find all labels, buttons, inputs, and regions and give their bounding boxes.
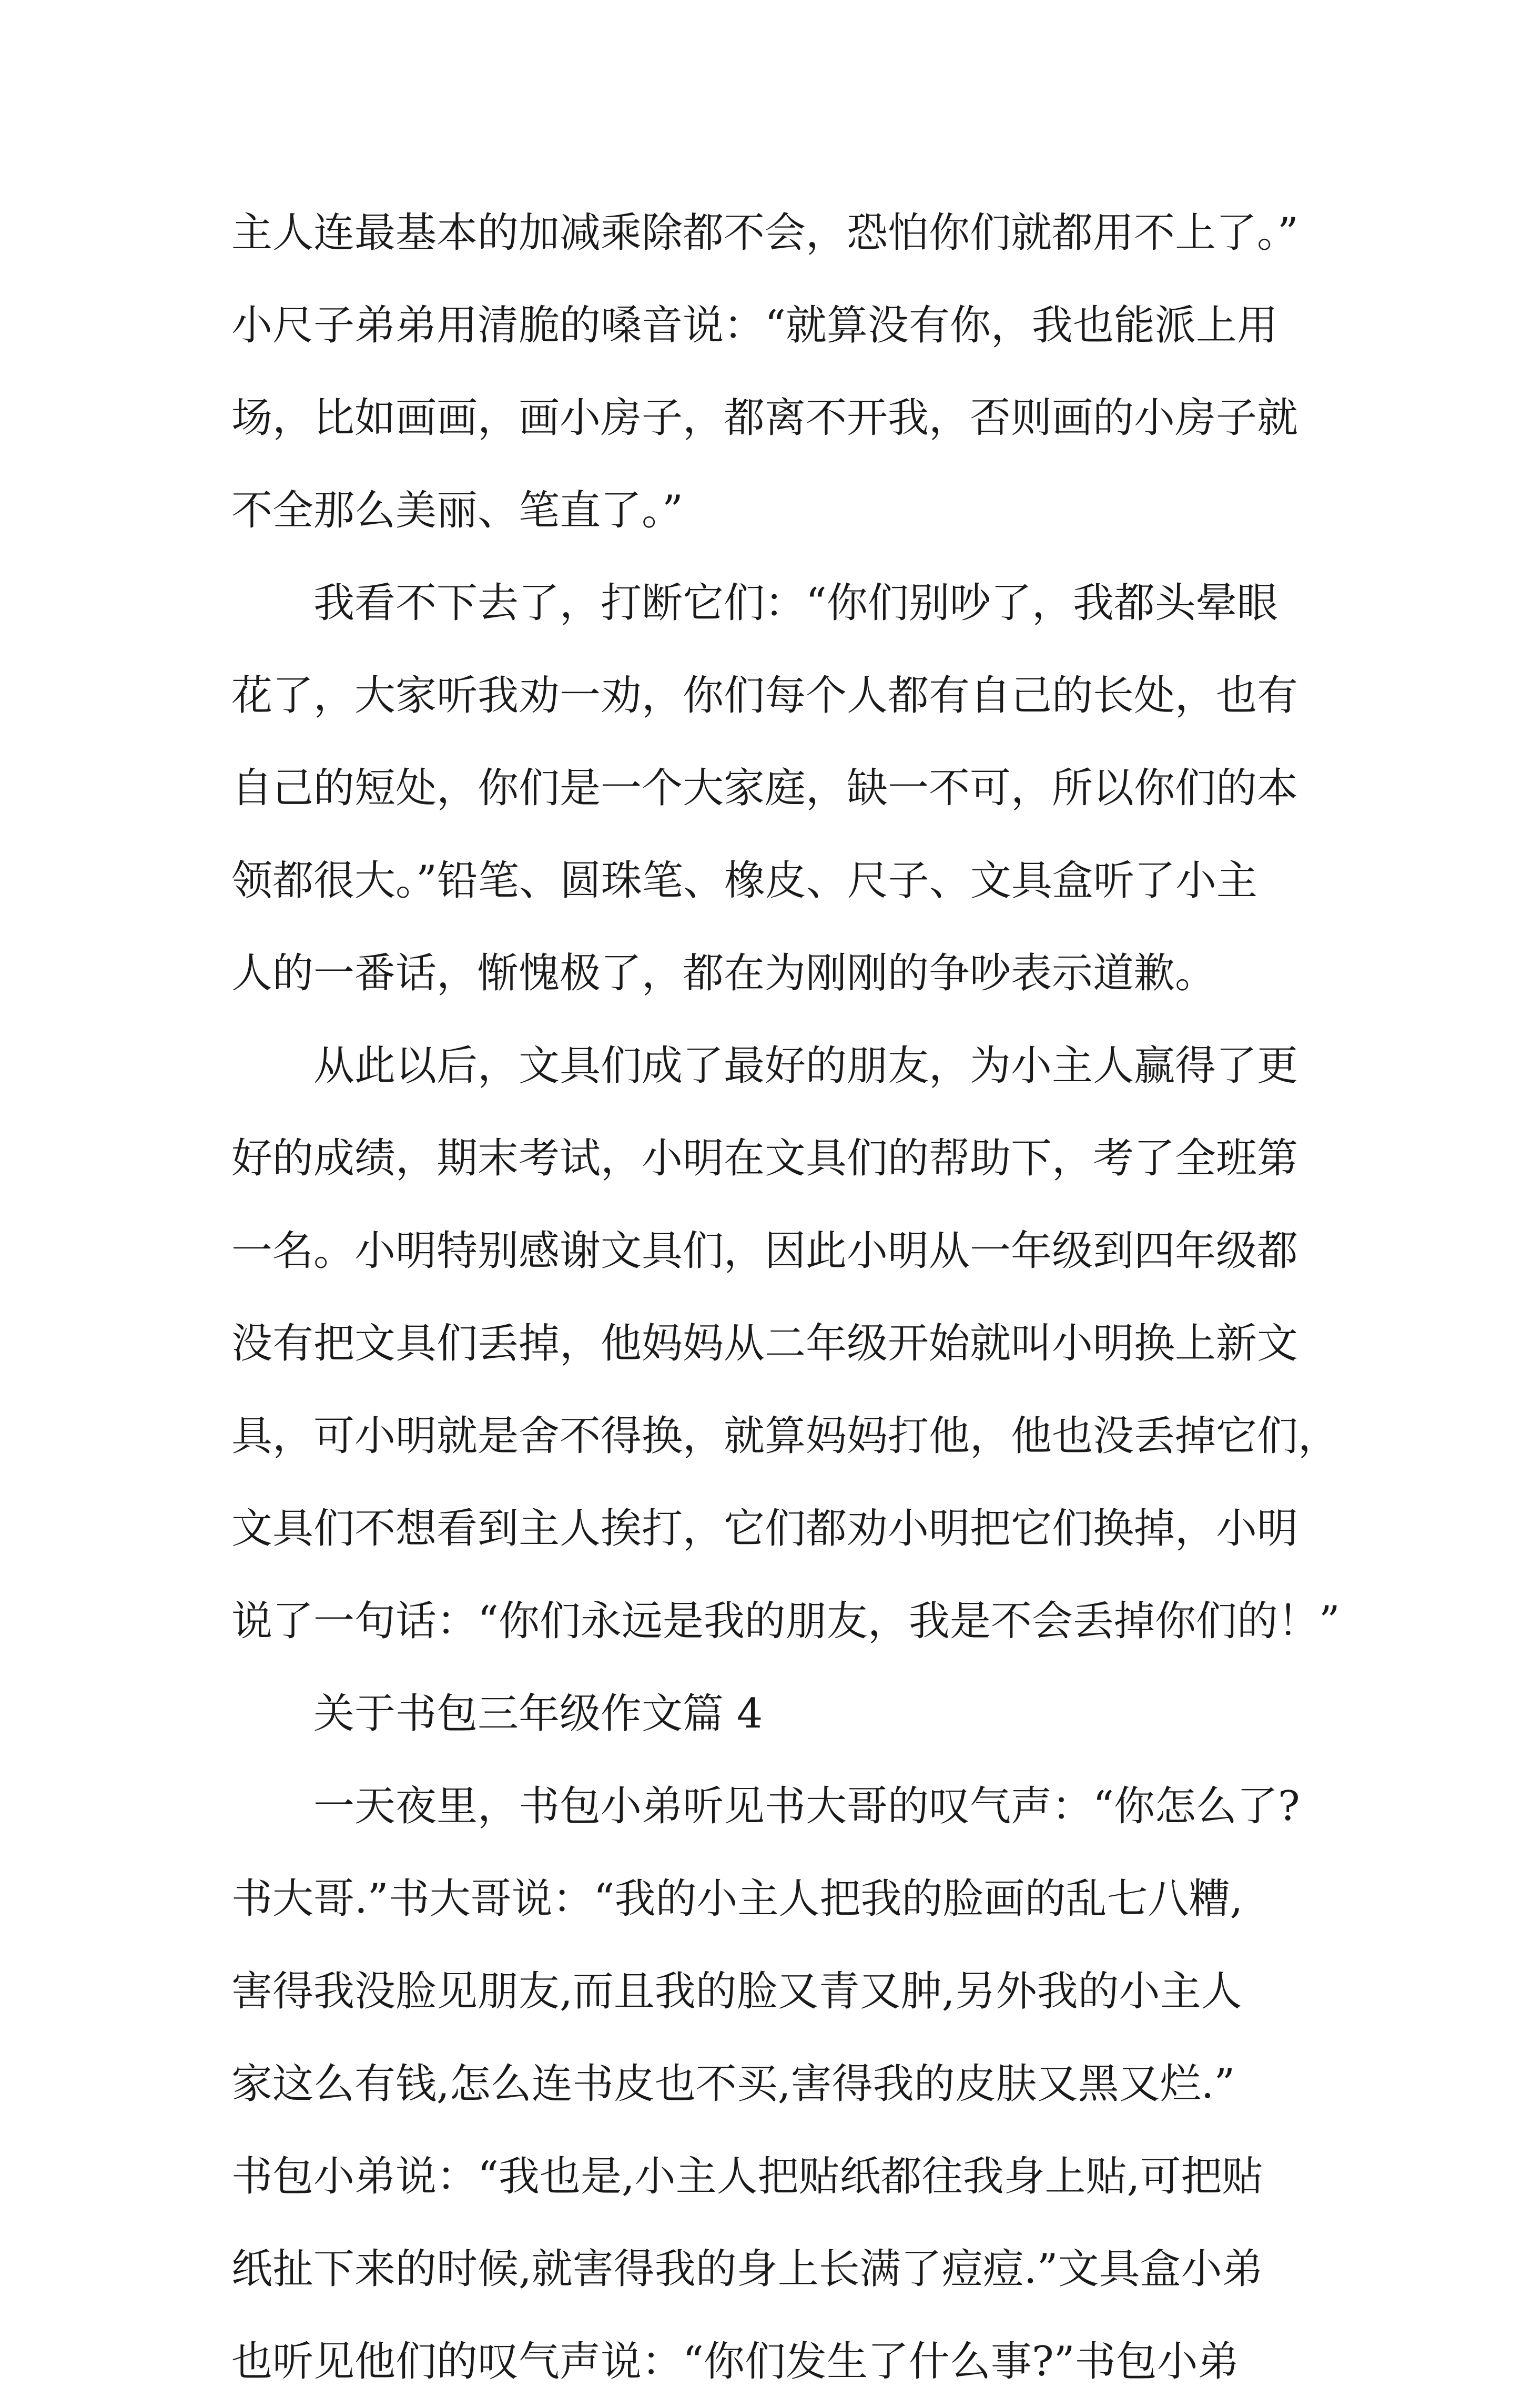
text-line-10: 从此以后，文具们成了最好的朋友，为小主人赢得了更 [313,1042,1298,1090]
text-line-6: 花了，大家听我劝一劝，你们每个人都有自己的长处，也有 [231,672,1298,719]
text-line-7: 自己的短处，你们是一个大家庭，缺一不可，所以你们的本 [231,765,1298,812]
text-line-5: 我看不下去了，打断它们：“你们别吵了，我都头晕眼 [313,580,1278,627]
text-line-22: 书包小弟说：“我也是,小主人把贴纸都往我身上贴,可把贴 [231,2153,1263,2200]
document-body [231,187,1340,2408]
text-line-24: 也听见他们的叹气声说：“你们发生了什么事?”书包小弟 [231,2338,1239,2385]
text-line-14: 具，可小明就是舍不得换，就算妈妈打他，他也没丢掉它们， [231,1413,1340,1460]
text-line-12: 一名。小明特别感谢文具们，因此小明从一年级到四年级都 [231,1227,1298,1275]
text-line-19: 书大哥.”书大哥说：“我的小主人把我的脸画的乱七八糟, [231,1875,1243,1923]
text-line-2: 小尺子弟弟用清脆的嗓音说：“就算没有你，我也能派上用 [231,302,1278,349]
text-line-15: 文具们不想看到主人挨打，它们都劝小明把它们换掉，小明 [231,1505,1298,1552]
text-line-21: 家这么有钱,怎么连书皮也不买,害得我的皮肤又黑又烂.” [231,2060,1235,2108]
text-line-3: 场，比如画画，画小房子，都离不开我，否则画的小房子就 [231,394,1298,442]
text-line-4: 不全那么美丽、笔直了。” [231,487,683,534]
text-line-23: 纸扯下来的时候,就害得我的身上长满了痘痘.”文具盒小弟 [231,2246,1263,2293]
text-line-1: 主人连最基本的加减乘除都不会，恐怕你们就都用不上了。” [231,209,1298,257]
text-line-8: 领都很大。”铅笔、圆珠笔、橡皮、尺子、文具盒听了小主 [231,857,1257,905]
text-line-18: 一天夜里，书包小弟听见书大哥的叹气声：“你怎么了? [313,1783,1300,1830]
text-line-20: 害得我没脸见朋友,而且我的脸又青又肿,另外我的小主人 [231,1968,1242,2015]
text-line-9: 人的一番话，惭愧极了，都在为刚刚的争吵表示道歉。 [231,950,1216,997]
text-line-13: 没有把文具们丢掉，他妈妈从二年级开始就叫小明换上新文 [231,1320,1298,1367]
section-heading: 关于书包三年级作文篇 4 [313,1690,763,1738]
text-line-16: 说了一句话：“你们永远是我的朋友，我是不会丢掉你们的！” [231,1598,1340,1645]
text-line-11: 好的成绩，期末考试，小明在文具们的帮助下，考了全班第 [231,1135,1298,1182]
